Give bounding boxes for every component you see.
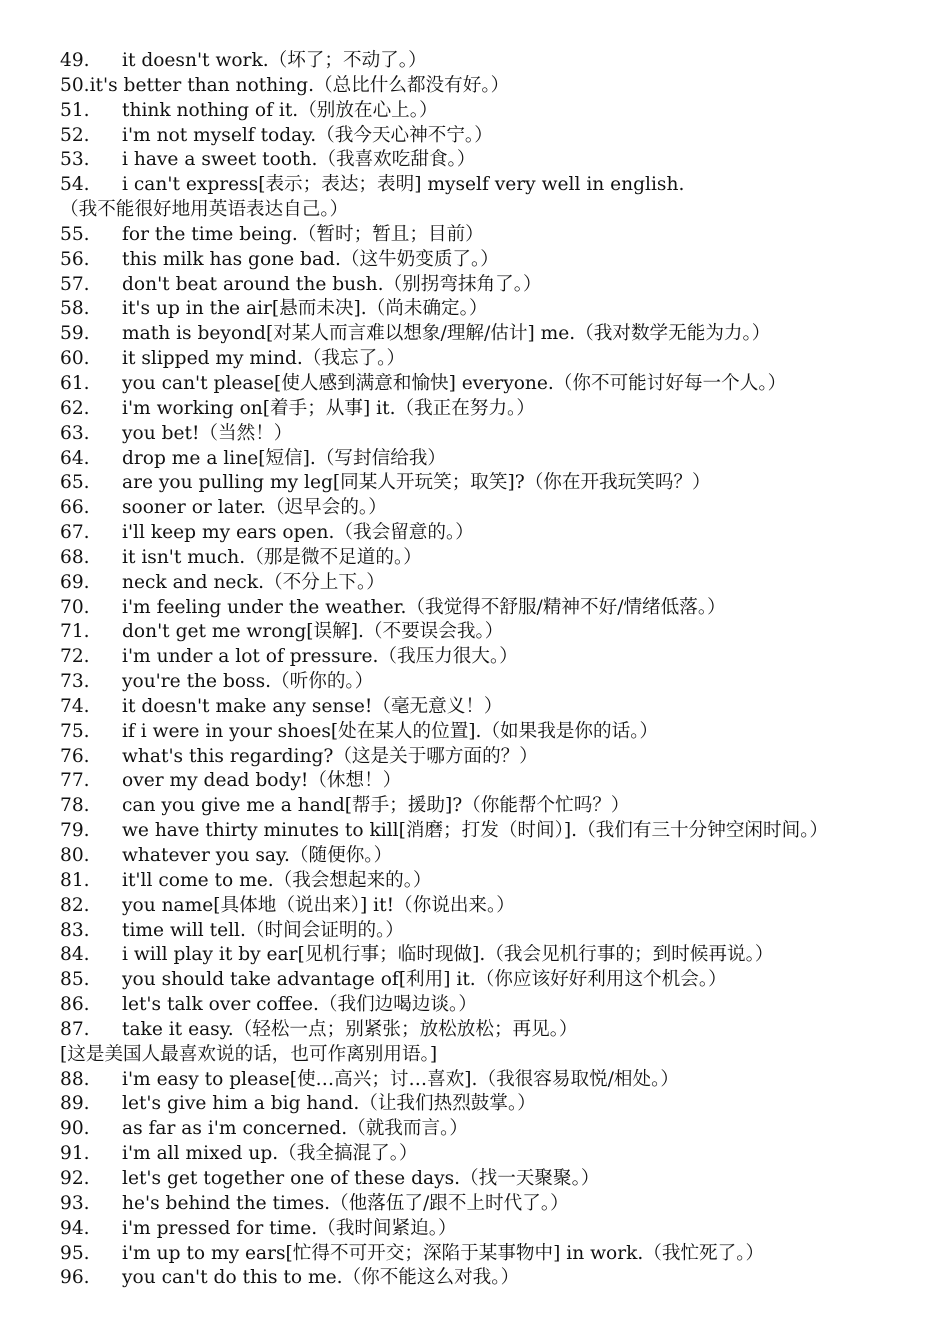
phrase-line (60, 74, 920, 99)
phrase-number: 86. (60, 994, 90, 1016)
phrase-line (60, 993, 920, 1018)
phrase-number: 61. (60, 372, 90, 394)
phrase-number: 66. (60, 497, 90, 519)
phrase-line (60, 819, 920, 844)
phrase-line (60, 99, 920, 124)
phrase-text: neck and neck.（不分上下。） (122, 571, 385, 593)
phrase-number: 51. (60, 99, 90, 121)
phrase-number: 82. (60, 894, 90, 916)
phrase-line-text: （我不能很好地用英语表达自己。） (60, 199, 349, 221)
phrase-line (60, 521, 920, 546)
phrase-number: 92. (60, 1167, 90, 1189)
phrase-text: i have a sweet tooth.（我喜欢吃甜食。） (122, 149, 476, 171)
phrase-number: 87. (60, 1018, 90, 1040)
phrase-number: 76. (60, 745, 90, 767)
phrase-line (60, 571, 920, 596)
phrase-number: 89. (60, 1093, 90, 1115)
phrase-line (60, 968, 920, 993)
phrase-text: it'll come to me.（我会想起来的。） (122, 869, 432, 891)
phrase-text: i'm up to my ears[忙得不可开交；深陷于某事物中] in work.（我忙死了。） (122, 1242, 765, 1264)
phrase-line (60, 745, 920, 770)
phrase-text: i'm not myself today.（我今天心神不宁。） (122, 124, 493, 146)
phrase-text: it slipped my mind.（我忘了。） (122, 348, 406, 370)
phrase-number: 70. (60, 596, 90, 618)
phrase-number: 96. (60, 1267, 90, 1289)
phrase-text: don't beat around the bush.（别拐弯抹角了。） (122, 273, 542, 295)
phrase-number: 90. (60, 1118, 90, 1140)
phrase-line-text: [这是美国人最喜欢说的话，也可作离别用语。] (60, 1043, 438, 1065)
phrase-text: i'll keep my ears open.（我会留意的。） (122, 522, 474, 544)
phrase-number: 65. (60, 472, 90, 494)
phrase-text: take it easy.（轻松一点；别紧张；放松放松；再见。） (122, 1018, 578, 1040)
phrase-number: 56. (60, 248, 90, 270)
phrase-text: as far as i'm concerned.（就我而言。） (122, 1118, 468, 1140)
phrase-text: it's up in the air[悬而未决].（尚未确定。） (122, 298, 488, 320)
phrase-text: this milk has gone bad.（这牛奶变质了。） (122, 248, 499, 270)
phrase-number: 59. (60, 323, 90, 345)
phrase-text: sooner or later.（迟早会的。） (122, 497, 387, 519)
phrase-text: you're the boss.（听你的。） (122, 671, 374, 693)
phrase-line (60, 1142, 920, 1167)
phrase-line (60, 273, 920, 298)
phrase-number: 60. (60, 348, 90, 370)
phrase-line (60, 620, 920, 645)
phrase-line (60, 372, 920, 397)
phrase-number: 79. (60, 820, 90, 842)
phrase-number: 77. (60, 770, 90, 792)
phrase-number: 52. (60, 124, 90, 146)
phrase-text: it doesn't make any sense!（毫无意义！） (122, 695, 503, 717)
phrase-line (60, 471, 920, 496)
phrase-text: it isn't much.（那是微不足道的。） (122, 546, 422, 568)
phrase-number: 93. (60, 1192, 90, 1214)
phrase-text: i'm pressed for time.（我时间紧迫。） (122, 1217, 457, 1239)
phrase-number: 74. (60, 695, 90, 717)
phrase-text: i'm feeling under the weather.（我觉得不舒服/精神不好/情绪低落。） (122, 596, 726, 618)
phrase-number: 57. (60, 273, 90, 295)
phrase-line (60, 1266, 920, 1291)
phrase-line (60, 670, 920, 695)
phrase-line (60, 496, 920, 521)
phrase-number: 58. (60, 298, 90, 320)
phrase-line (60, 447, 920, 472)
phrase-line (60, 49, 920, 74)
phrase-text: let's get together one of these days.（找一天聚聚。） (122, 1167, 600, 1189)
phrase-number: 78. (60, 795, 90, 817)
phrase-number: 73. (60, 671, 90, 693)
phrase-text: drop me a line[短信].（写封信给我） (122, 447, 446, 469)
phrase-line (60, 297, 920, 322)
phrase-line (60, 422, 920, 447)
phrase-text: i'm working on[着手；从事] it.（我正在努力。） (122, 397, 535, 419)
phrase-line (60, 1217, 920, 1242)
phrase-line (60, 397, 920, 422)
phrase-text: let's talk over coffee.（我们边喝边谈。） (122, 994, 477, 1016)
phrase-number: 62. (60, 397, 90, 419)
phrase-line (60, 248, 920, 273)
phrase-text: for the time being.（暂时；暂且；目前） (122, 223, 484, 245)
phrase-text: whatever you say.（随便你。） (122, 845, 393, 866)
phrase-text: it doesn't work.（坏了；不动了。） (122, 50, 427, 71)
phrase-number: 95. (60, 1242, 90, 1264)
phrase-number: 81. (60, 869, 90, 891)
phrase-number: 75. (60, 720, 90, 742)
phrase-line (60, 1117, 920, 1142)
document-page (60, 49, 920, 1291)
phrase-line (60, 1167, 920, 1192)
phrase-line (60, 919, 920, 944)
phrase-number: 94. (60, 1217, 90, 1239)
phrase-line (60, 1043, 920, 1068)
phrase-number: 84. (60, 944, 90, 966)
phrase-number: 71. (60, 621, 90, 643)
phrase-text: you bet!（当然！） (122, 422, 293, 444)
phrase-line-text: 50.it's better than nothing.（总比什么都没有好。） (60, 74, 510, 96)
phrase-line (60, 695, 920, 720)
phrase-line (60, 322, 920, 347)
phrase-text: think nothing of it.（别放在心上。） (122, 99, 438, 121)
phrase-number: 49. (60, 50, 90, 71)
phrase-line (60, 198, 920, 223)
phrase-line (60, 124, 920, 149)
phrase-text: i'm all mixed up.（我全搞混了。） (122, 1143, 418, 1165)
phrase-number: 83. (60, 919, 90, 941)
phrase-number: 67. (60, 522, 90, 544)
phrase-number: 68. (60, 546, 90, 568)
phrase-line (60, 894, 920, 919)
phrase-line (60, 173, 920, 198)
phrase-number: 69. (60, 571, 90, 593)
phrase-text: over my dead body!（休想！） (122, 770, 402, 792)
phrase-line (60, 794, 920, 819)
phrase-line (60, 645, 920, 670)
phrase-line (60, 869, 920, 894)
phrase-text: if i were in your shoes[处在某人的位置].（如果我是你的话。） (122, 720, 659, 742)
phrase-line (60, 1068, 920, 1093)
phrase-line (60, 943, 920, 968)
phrase-text: you can't please[使人感到满意和愉快] everyone.（你不可能讨好每一个人。） (122, 372, 787, 394)
phrase-text: let's give him a big hand.（让我们热烈鼓掌。） (122, 1093, 536, 1115)
phrase-number: 88. (60, 1068, 90, 1090)
phrase-text: math is beyond[对某人而言难以想象/理解/估计] me.（我对数学无能为力。） (122, 323, 771, 345)
phrase-line (60, 148, 920, 173)
phrase-line (60, 546, 920, 571)
phrase-number: 55. (60, 223, 90, 245)
phrase-text: don't get me wrong[误解].（不要误会我。） (122, 621, 504, 643)
phrase-line (60, 1018, 920, 1043)
phrase-text: he's behind the times.（他落伍了/跟不上时代了。） (122, 1192, 569, 1214)
phrase-number: 85. (60, 969, 90, 991)
phrase-line (60, 596, 920, 621)
phrase-text: i can't express[表示；表达；表明] myself very well in english. (122, 174, 685, 196)
phrase-text: can you give me a hand[帮手；援助]?（你能帮个忙吗？） (122, 795, 630, 817)
phrase-text: i will play it by ear[见机行事；临时现做].（我会见机行事的；到时候再说。） (122, 944, 774, 966)
phrase-text: are you pulling my leg[同某人开玩笑；取笑]?（你在开我玩笑吗？） (122, 472, 711, 494)
phrase-number: 63. (60, 422, 90, 444)
phrase-text: you name[具体地（说出来）] it!（你说出来。） (122, 894, 515, 916)
phrase-number: 53. (60, 149, 90, 171)
phrase-number: 54. (60, 174, 90, 196)
phrase-text: you should take advantage of[利用] it.（你应该好好利用这个机会。） (122, 969, 727, 991)
phrase-line (60, 223, 920, 248)
phrase-text: i'm under a lot of pressure.（我压力很大。） (122, 646, 518, 668)
phrase-text: we have thirty minutes to kill[消磨；打发（时间）].（我们有三十分钟空闲时间。） (122, 820, 829, 842)
phrase-number: 72. (60, 646, 90, 668)
phrase-line (60, 1242, 920, 1267)
phrase-text: you can't do this to me.（你不能这么对我。） (122, 1267, 520, 1289)
phrase-text: i'm easy to please[使…高兴；讨…喜欢].（我很容易取悦/相处。） (122, 1068, 679, 1090)
phrase-text: what's this regarding?（这是关于哪方面的？） (122, 745, 538, 767)
phrase-line (60, 347, 920, 372)
phrase-number: 80. (60, 845, 90, 866)
phrase-text: time will tell.（时间会证明的。） (122, 919, 404, 941)
phrase-number: 91. (60, 1143, 90, 1165)
phrase-line (60, 720, 920, 745)
phrase-line (60, 1192, 920, 1217)
phrase-number: 64. (60, 447, 90, 469)
phrase-line (60, 1092, 920, 1117)
phrase-line (60, 844, 920, 869)
phrase-line (60, 769, 920, 794)
